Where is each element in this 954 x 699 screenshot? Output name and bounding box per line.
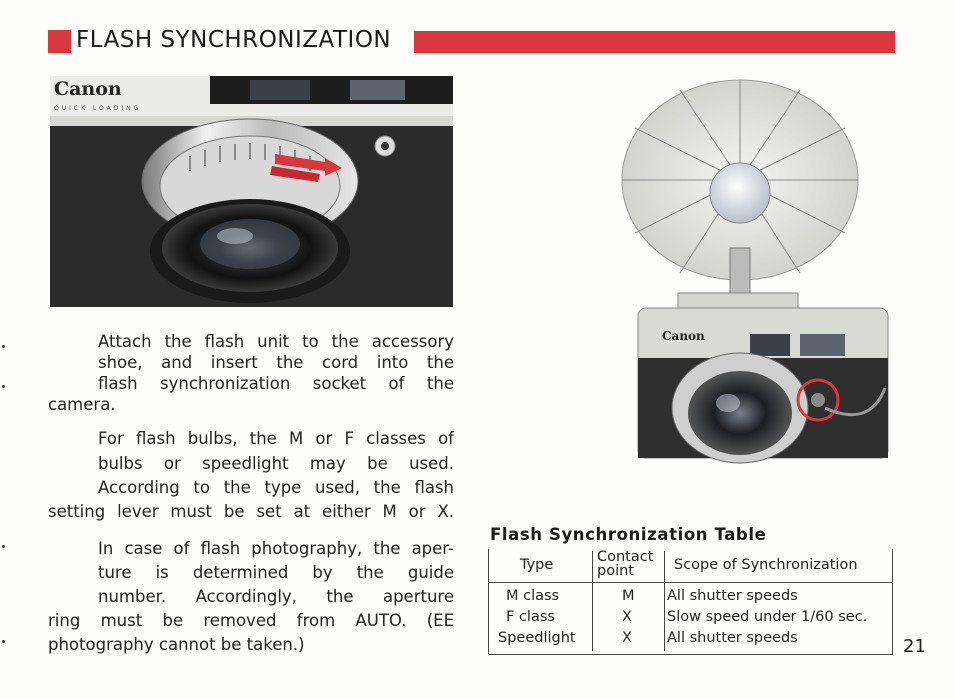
paragraph-line: In case of flash photography, the aper-	[98, 539, 454, 558]
table-header-rule	[488, 582, 893, 583]
camera-lens-illustration	[50, 76, 453, 307]
table-border	[488, 549, 489, 655]
paragraph-line: flash synchronization socket of the	[98, 374, 454, 393]
table-row-scope: All shutter speeds	[667, 588, 798, 604]
table-header-scope: Scope of Synchronization	[674, 557, 858, 573]
header-red-square	[48, 30, 71, 53]
table-row-scope: All shutter speeds	[667, 630, 798, 646]
table-row-type: Speedlight	[498, 630, 576, 646]
table-row-contact: M	[622, 588, 635, 604]
paragraph-line: ring must be removed from AUTO. (EE	[48, 611, 454, 630]
edge-mark	[2, 345, 5, 348]
paragraph-line: photography cannot be taken.)	[48, 635, 305, 654]
table-row-scope: Slow speed under 1/60 sec.	[667, 609, 868, 625]
table-header-type: Type	[520, 557, 554, 573]
table-border	[892, 549, 893, 655]
page-title: FLASH SYNCHRONIZATION	[76, 27, 392, 53]
edge-mark	[2, 385, 5, 388]
edge-mark	[2, 640, 5, 643]
photo1-subtitle: QUICK LOADING	[54, 105, 142, 112]
paragraph-line: bulbs or speedlight may be used.	[98, 454, 454, 473]
camera-lens-photo	[50, 76, 453, 307]
paragraph-line: ture is determined by the guide	[98, 563, 454, 582]
photo1-brand: Canon	[54, 78, 122, 100]
table-row-type: F class	[506, 609, 555, 625]
paragraph-line: For flash bulbs, the M or F classes of	[98, 429, 454, 448]
flash-camera-illustration	[600, 68, 900, 488]
table-header-contact-line1: Contact	[597, 549, 654, 565]
paragraph-line: setting lever must be set at either M or X.	[48, 502, 454, 521]
table-divider	[592, 551, 593, 651]
table-header-contact	[597, 550, 653, 578]
page-number: 21	[903, 636, 926, 657]
edge-mark	[2, 545, 5, 548]
table-bottom-rule	[488, 654, 893, 655]
photo2-brand: Canon	[662, 329, 705, 343]
table-title: Flash Synchronization Table	[490, 525, 767, 544]
camera-with-flash-photo	[600, 68, 900, 488]
table-header-contact-line2: point	[597, 563, 634, 579]
paragraph-line: According to the type used, the flash	[98, 478, 454, 497]
table-row-contact: X	[622, 630, 632, 646]
paragraph-line: Attach the flash unit to the accessory	[98, 332, 454, 351]
paragraph-line: number. Accordingly, the aperture	[98, 587, 454, 606]
paragraph-line: shoe, and insert the cord into the	[98, 353, 454, 372]
table-row-contact: X	[622, 609, 632, 625]
table-row-type: M class	[506, 588, 560, 604]
header-red-bar	[414, 31, 895, 53]
table-divider	[664, 551, 665, 651]
paragraph-line: camera.	[48, 395, 116, 414]
flash-sync-table	[488, 549, 893, 655]
